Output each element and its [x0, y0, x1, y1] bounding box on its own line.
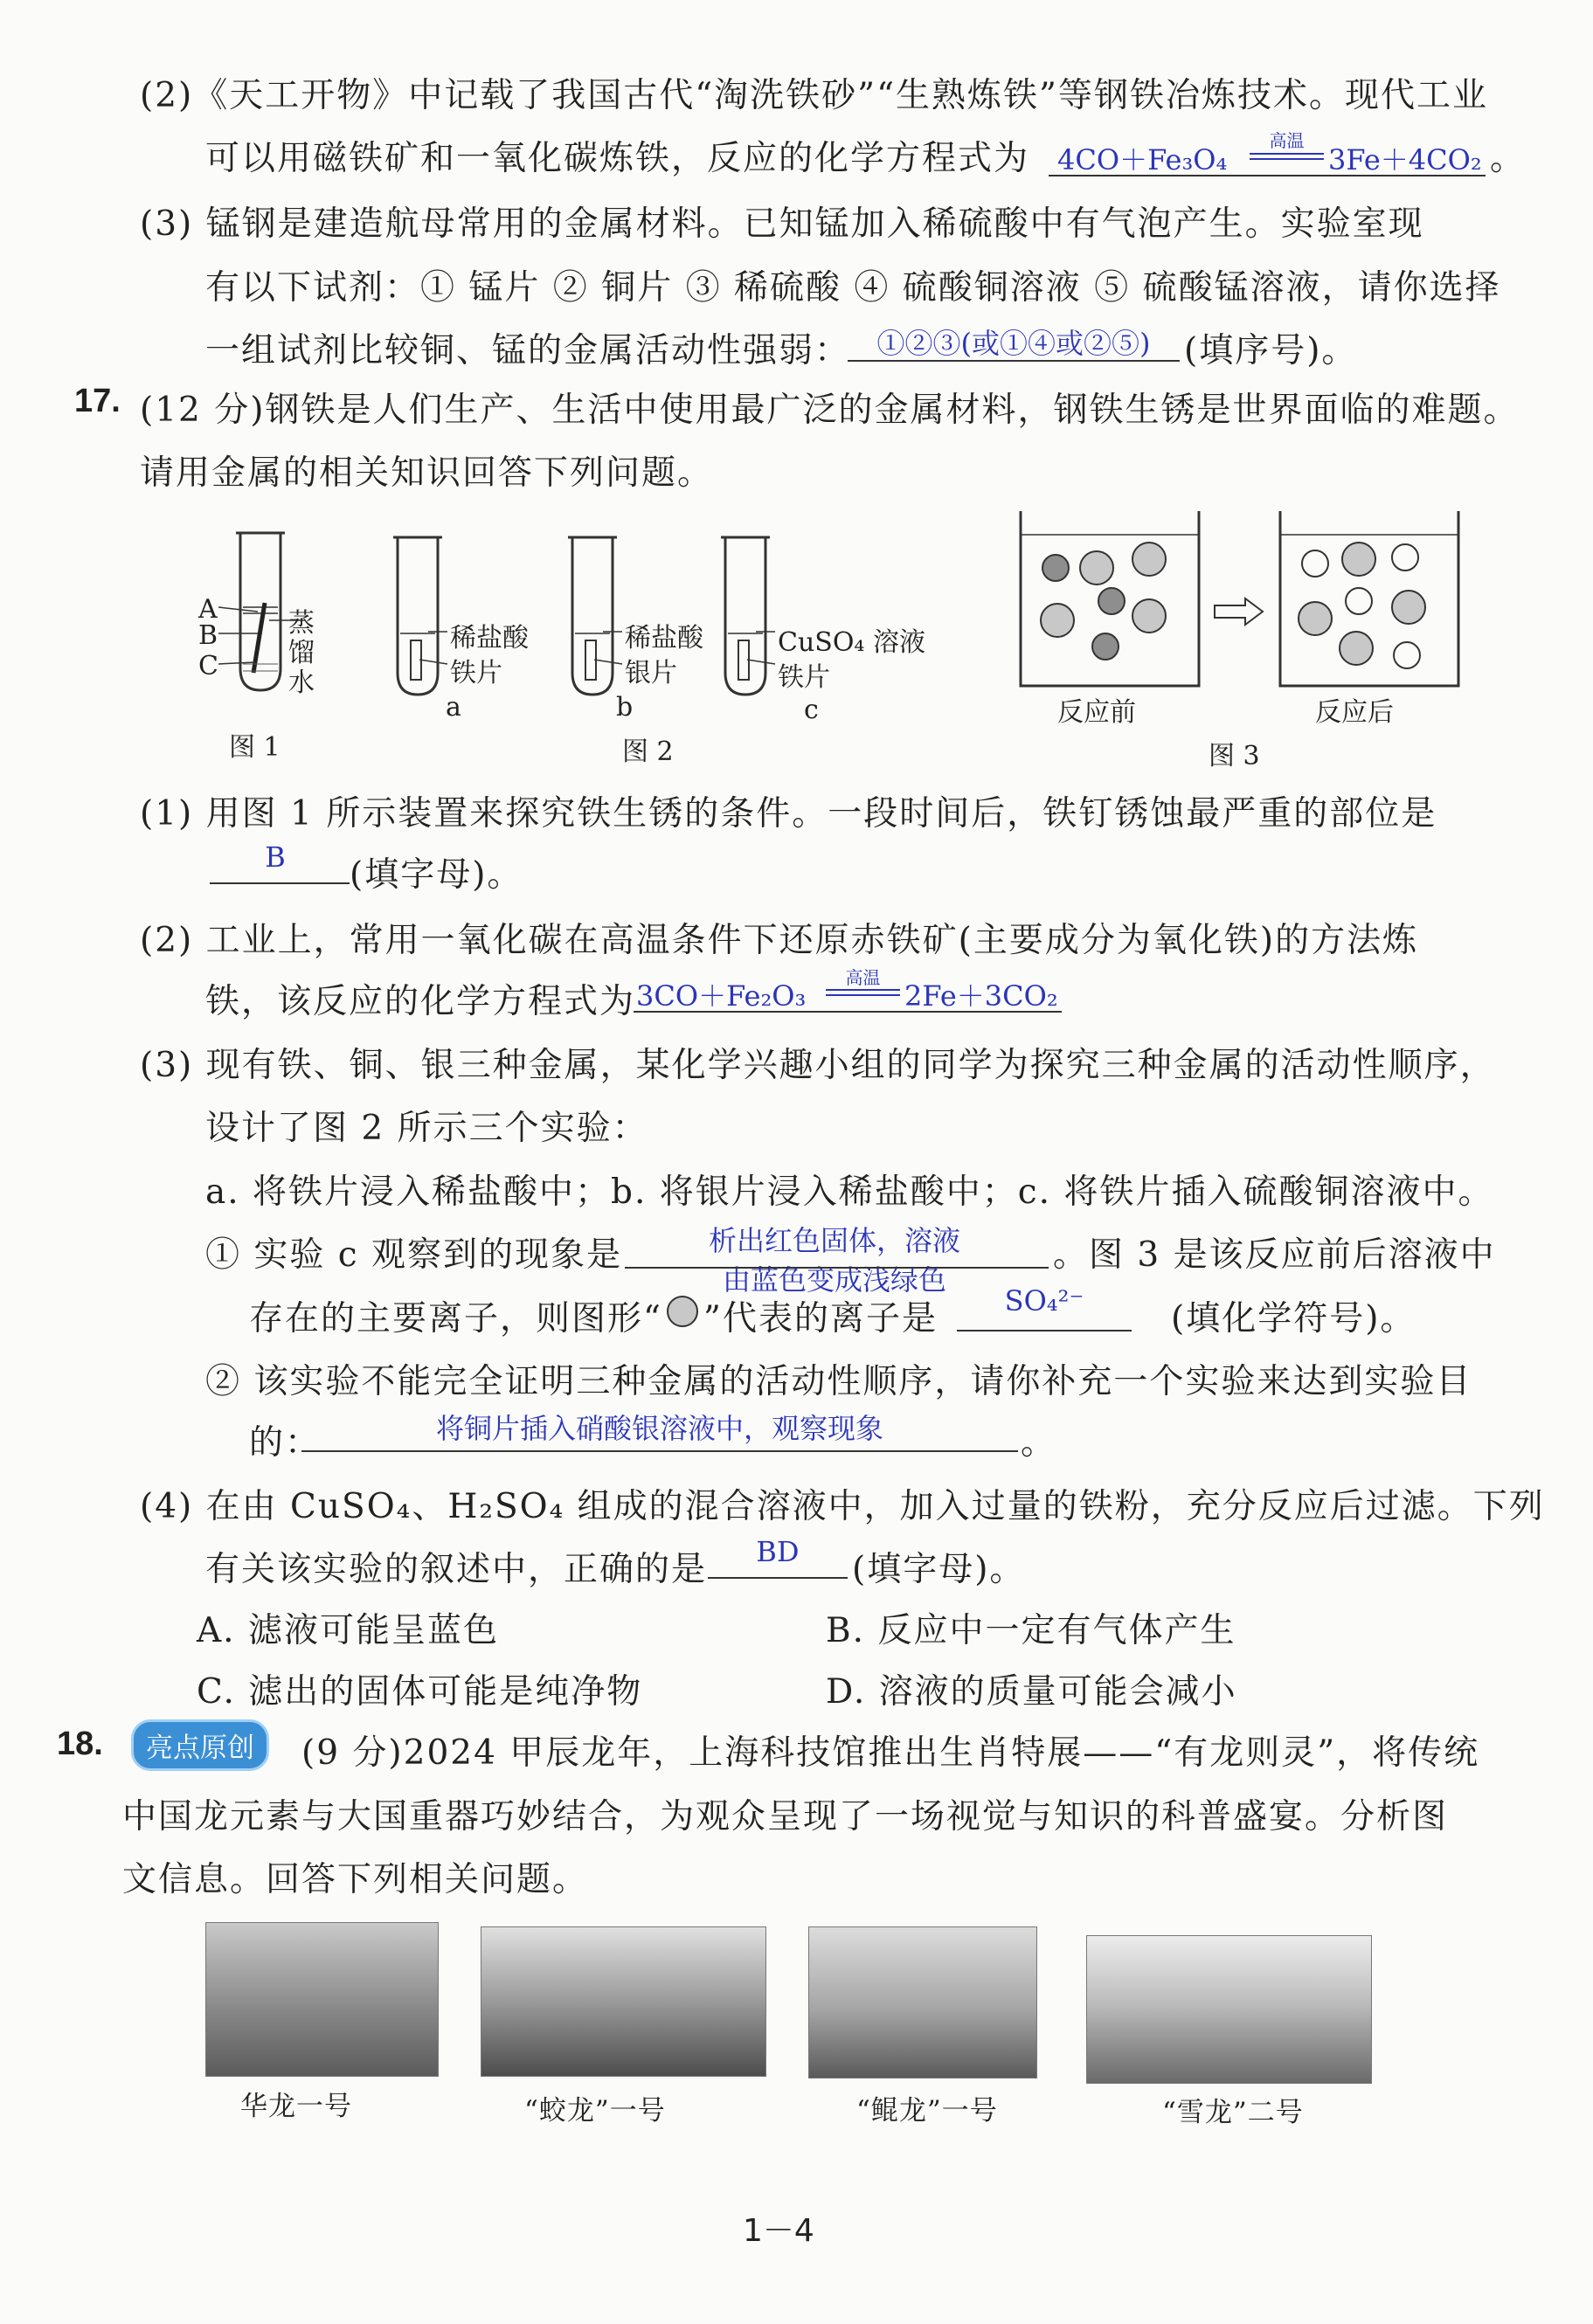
q17-part3-1-text-e: (填化学符号)。 — [1171, 1299, 1416, 1338]
q17-part3-line2: 设计了图 2 所示三个实验： — [205, 1109, 648, 1148]
q17-part4-end: (填字母)。 — [852, 1550, 1026, 1589]
q16-part3-answer: ①②③(或①④或②⑤) — [876, 327, 1151, 360]
page-number: 1－4 — [743, 2213, 814, 2249]
q17-part3-1-answer-3: SO₄²⁻ — [1004, 1284, 1084, 1318]
q17-part2-condition: 高温 — [845, 967, 881, 988]
photo-caption-4: “雪龙”二号 — [1162, 2097, 1304, 2128]
figure-2-tube-b-tag: b — [616, 692, 634, 723]
figure-1-side-3: 水 — [288, 667, 315, 698]
figure-2-tube-a-tag: a — [446, 692, 461, 723]
q17-part3-2-text-a: ② 该实验不能完全证明三种金属的活动性顺序，请你补充一个实验来达到实验目 — [205, 1362, 1472, 1401]
q17-part4-line2: 有关该实验的叙述中，正确的是 — [205, 1550, 708, 1589]
q17-part3-1-answer-3-line — [957, 1330, 1132, 1331]
q16-part2-equals-bar — [1250, 153, 1324, 155]
q17-option-a: A. 滤液可能呈蓝色 — [197, 1611, 499, 1650]
q17-part4-answer: BD — [756, 1535, 800, 1568]
kunlong-photo — [808, 1926, 1037, 2078]
photo-caption-1: 华龙一号 — [240, 2091, 352, 2122]
q18-line1: (9 分)2024 甲辰龙年，上海科技馆推出生肖特展——“有龙则灵”，将传统 — [301, 1733, 1480, 1773]
q17-option-d: D. 溶液的质量可能会减小 — [826, 1672, 1237, 1712]
q17-part2-answer-left: 3CO＋Fe₂O₃ — [636, 979, 807, 1013]
q16-part3-answer-line — [848, 360, 1180, 362]
figure-1-label-a: A — [198, 594, 218, 625]
q17-part1-answer-line — [210, 882, 350, 884]
q17-part2-equals-bar2 — [826, 994, 900, 996]
q17-part3-1-text-b: 。图 3 是该反应前后溶液中 — [1053, 1235, 1496, 1275]
q17-part3-2-answer-line — [301, 1450, 1018, 1452]
figure-2-tube-c-tag: c — [804, 695, 819, 725]
figure-3-before-label: 反应前 — [1057, 697, 1136, 728]
figure-3-after-label: 反应后 — [1315, 697, 1394, 728]
figure-2-tube-a-label1: 稀盐酸 — [450, 623, 529, 654]
q16-part2-answer-left: 4CO＋Fe₃O₄ — [1057, 143, 1228, 176]
q16-part2-answer-line — [1049, 175, 1486, 176]
q17-part3-2-text-b: 的： — [249, 1423, 322, 1463]
q18-line3: 文信息。回答下列相关问题。 — [122, 1860, 589, 1899]
q17-part1-end: (填字母)。 — [350, 855, 523, 895]
q17-part1-line1: (1) 用图 1 所示装置来探究铁生锈的条件。一段时间后，铁钉锈蚀最严重的部位是 — [140, 794, 1437, 833]
figure-2-tube-a-label2: 铁片 — [450, 658, 502, 688]
figure-2-tube-b-label1: 稀盐酸 — [625, 623, 703, 654]
figure-2-caption: 图 2 — [622, 737, 674, 767]
q16-part2-line2: 可以用磁铁矿和一氧化碳炼铁，反应的化学方程式为 — [205, 139, 1030, 178]
q16-part3-line1: (3) 锰钢是建造航母常用的金属材料。已知锰加入稀硫酸中有气泡产生。实验室现 — [140, 204, 1424, 244]
q17-part3-1-text-c: 存在的主要离子，则图形“ — [249, 1299, 662, 1338]
q17-part3-1-answer-2: 由蓝色变成浅绿色 — [722, 1263, 946, 1297]
q16-part2-equals-bar2 — [1250, 158, 1324, 160]
q17-intro-line1: (12 分)钢铁是人们生产、生活中使用最广泛的金属材料，钢铁生锈是世界面临的难题。 — [140, 391, 1520, 430]
q17-option-b: B. 反应中一定有气体产生 — [826, 1611, 1236, 1650]
figure-2-tube-c-label2: 铁片 — [778, 662, 830, 693]
q17-part4-line1: (4) 在由 CuSO₄、H₂SO₄ 组成的混合溶液中，加入过量的铁粉，充分反应后过滤。下列 — [140, 1487, 1545, 1526]
q17-part3-1-answer-line — [625, 1267, 1049, 1269]
q17-part3-2-end: 。 — [1021, 1423, 1057, 1463]
q17-part3-1-answer-1: 析出红色固体，溶液 — [708, 1224, 960, 1257]
figure-2-tube-b-label2: 银片 — [625, 658, 677, 688]
q16-part2-line1: (2)《天工开物》中记载了我国古代“淘洗铁砂”“生熟炼铁”等钢铁冶炼技术。现代工业 — [140, 76, 1488, 115]
figure-3-beakers — [1014, 507, 1468, 690]
q17-part2-equals-bar — [826, 989, 900, 991]
figure-1-label-b: B — [198, 620, 218, 651]
q16-part2-condition: 高温 — [1269, 130, 1305, 151]
q17-part1-answer: B — [265, 840, 286, 874]
q18-number: 18. — [57, 1726, 103, 1762]
figure-1-label-c: C — [198, 651, 218, 681]
ion-shape-icon — [664, 1293, 701, 1330]
q18-line2: 中国龙元素与大国重器巧妙结合，为观众呈现了一场视觉与知识的科普盛宴。分析图 — [122, 1797, 1449, 1836]
q16-part3-line2: 有以下试剂：① 锰片 ② 铜片 ③ 稀硫酸 ④ 硫酸铜溶液 ⑤ 硫酸锰溶液，请你选择 — [205, 268, 1501, 308]
photo-caption-3: “鲲龙”一号 — [856, 2095, 998, 2127]
figure-1-side-1: 蒸 — [288, 608, 315, 639]
q16-part2-answer-right: 3Fe＋4CO₂ — [1328, 143, 1482, 176]
q17-part3-2-answer: 将铜片插入硝酸银溶液中，观察现象 — [435, 1412, 883, 1445]
q17-intro-line2: 请用金属的相关知识回答下列问题。 — [140, 453, 714, 493]
q17-part4-answer-line — [708, 1577, 848, 1579]
figure-1-caption: 图 1 — [229, 732, 281, 763]
jiaolong-photo — [481, 1926, 766, 2077]
q17-option-c: C. 滤出的固体可能是纯净物 — [197, 1672, 643, 1712]
q17-part3-1-text-a: ① 实验 c 观察到的现象是 — [205, 1235, 623, 1275]
hualong-one-photo — [205, 1922, 439, 2077]
figure-2-tube-c-label1: CuSO₄ 溶液 — [778, 627, 925, 658]
q16-part3-end: (填序号)。 — [1184, 331, 1358, 370]
q17-part2-line1: (2) 工业上，常用一氧化碳在高温条件下还原赤铁矿(主要成分为氧化铁)的方法炼 — [140, 921, 1419, 960]
q17-part2-answer-right: 2Fe＋3CO₂ — [904, 979, 1058, 1013]
q17-part2-answer-line — [634, 1011, 1062, 1013]
figure-1-side-2: 馏 — [288, 638, 315, 668]
q16-part3-line3: 一组试剂比较铜、锰的金属活动性强弱： — [205, 331, 851, 370]
q17-part3-line1: (3) 现有铁、铜、银三种金属，某化学兴趣小组的同学为探究三种金属的活动性顺序， — [140, 1046, 1496, 1085]
figure-3-caption: 图 3 — [1209, 741, 1260, 771]
q16-part2-end: 。 — [1490, 139, 1527, 178]
q17-part3-1-text-d: ”代表的离子是 — [703, 1299, 938, 1338]
xuelong-photo — [1086, 1935, 1372, 2084]
q17-part2-line2: 铁，该反应的化学方程式为 — [205, 982, 636, 1021]
highlight-original-badge: 亮点原创 — [131, 1719, 269, 1771]
photo-caption-2: “蛟龙”一号 — [524, 2095, 666, 2127]
q17-part3-line3: a. 将铁片浸入稀盐酸中；b. 将银片浸入稀盐酸中；c. 将铁片插入硫酸铜溶液中。 — [205, 1172, 1494, 1212]
q17-number: 17. — [74, 383, 121, 419]
